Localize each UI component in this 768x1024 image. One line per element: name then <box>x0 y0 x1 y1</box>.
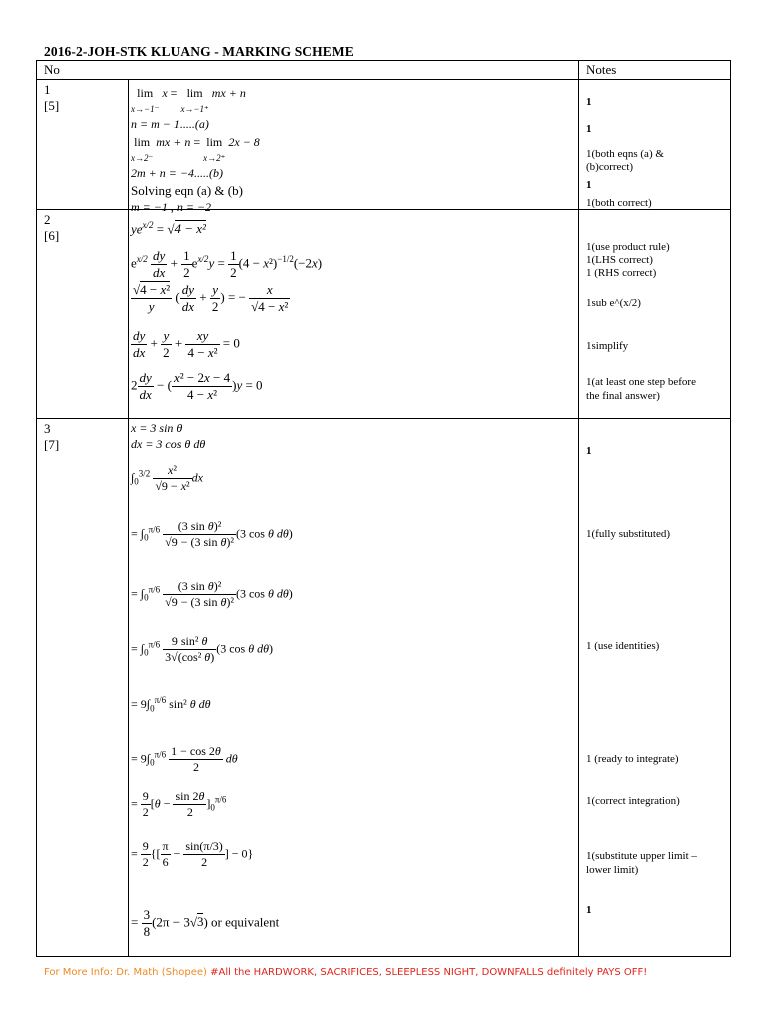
note-mark: 1(correct integration) <box>586 795 680 807</box>
question-number: 2 <box>44 212 51 227</box>
equation-line: x = 3 sin θ <box>131 421 183 435</box>
notes-cell <box>579 210 731 419</box>
equation-line: $ye^{x/2} = √4 - x^2$ <box>131 220 206 237</box>
equation-line: = $9\int_0^{\pi/6}$ sin² θ dθ <box>131 695 211 714</box>
note-mark: 1 <box>586 96 592 108</box>
column-header-no: No <box>37 61 579 80</box>
question-marks: [5] <box>44 98 60 113</box>
note-mark: 1(substitute upper limit – <box>586 850 697 862</box>
column-header-notes: Notes <box>579 61 731 80</box>
note-mark: 1 <box>586 123 592 135</box>
question-row-2 <box>37 210 731 419</box>
equation-line: = $\int_0^{\pi/6}$ $\frac{\text{(3 sin θ)²}}{\text{√9 − (3 sin θ)²}}$ (3 cos θ dθ) <box>131 519 293 549</box>
equation-line: = $\int_0^{\pi/6}$ $\frac{\text{9 sin² θ}}{\text{3√(cos² θ)}}$ (3 cos θ dθ) <box>131 634 273 664</box>
limit-equation-line: lim x→2⁻ mx + n = lim x→2⁺ 2x − 8 <box>131 135 260 163</box>
equation-line: = $\frac{9}{2}$ {[ $\frac{\pi}{6}$ − $\frac{\sin(\pi/3)}{2}$ ] − 0} <box>131 839 254 869</box>
note-mark: 1 (RHS correct) <box>586 267 657 279</box>
question-number: 3 <box>44 421 51 436</box>
question-row-3 <box>37 419 731 957</box>
note-mark: 1(LHS correct) <box>586 254 653 266</box>
document-title: 2016-2-JOH-STK KLUANG - MARKING SCHEME <box>44 44 354 59</box>
solution-line: m = −1 , n = −2 <box>131 200 212 214</box>
solving-text: Solving eqn (a) & (b) <box>131 183 243 198</box>
equation-line: $\frac{\text{√4 − x²}}{y}$ ( $\frac{dy}{dx}$ + $\frac{y}{2}$ ) = − $\frac{x}{\text{√4 − x²}}$ <box>133 282 289 314</box>
equation-b-line: 2m + n = −4.....(b) <box>131 166 223 180</box>
note-mark: 1sub e^(x/2) <box>586 297 641 309</box>
question-number: 1 <box>44 82 51 97</box>
final-answer-line: = $\frac{3}{8}$ (2π − 3√3) or equivalent <box>131 907 280 939</box>
note-mark: (b)correct) <box>586 161 634 173</box>
equation-line: dx = 3 cos θ dθ <box>131 437 206 451</box>
working-cell <box>129 419 579 957</box>
note-mark: 1(use product rule) <box>586 241 670 253</box>
note-mark: 1 <box>586 179 592 191</box>
note-mark: the final answer) <box>586 390 660 402</box>
note-mark: 1(at least one step before <box>586 376 696 388</box>
note-mark: 1 (use identities) <box>586 640 660 652</box>
equation-line: $e^{x/2}$ $\frac{dy}{dx}$ + $\frac{1}{2}$ $e^{x/2}y$ = $\frac{1}{2}$ $(4 - x^2)^{-1/2}(-2x)$ <box>131 248 323 280</box>
equation-a-line: n = m − 1.....(a) <box>131 117 209 131</box>
note-mark: 1(both eqns (a) & <box>586 148 664 160</box>
working-cell <box>129 80 579 214</box>
footer-slogan-text: #All the HARDWORK, SACRIFICES, SLEEPLESS NIGHT, DOWNFALLS definitely PAYS OFF! <box>210 967 648 978</box>
marking-scheme-table <box>36 60 731 957</box>
notes-cell <box>579 419 731 957</box>
note-mark: 1 <box>586 904 592 916</box>
equation-line: $\int_0^{3/2}$ $\frac{\text{x²}}{\text{√9 − x²}}$ dx <box>131 463 203 493</box>
note-mark: 1 <box>586 445 592 457</box>
table-header-row <box>37 61 731 80</box>
note-mark: 1(both correct) <box>586 197 652 209</box>
limit-equation-line: lim x→−1⁻ x = lim x→−1⁺ mx + n <box>131 86 246 114</box>
question-row-1 <box>37 80 731 210</box>
footer-info-text: For More Info: Dr. Math (Shopee) <box>44 967 211 978</box>
question-number-cell <box>37 419 129 957</box>
question-number-cell <box>37 80 129 210</box>
notes-cell <box>579 80 731 210</box>
equation-line: 2 $\frac{dy}{dx}$ − ( $\frac{\text{x² − 2x − 4}}{\text{4 − x²}}$ )y = 0 <box>131 370 263 402</box>
equation-line: $\frac{dy}{dx}$ + $\frac{y}{2}$ + $\frac{xy}{\text{4 − x²}}$ = 0 <box>133 328 240 360</box>
note-mark: 1(fully substituted) <box>586 528 671 540</box>
working-cell <box>129 210 579 419</box>
note-mark: lower limit) <box>586 864 639 876</box>
question-number-cell <box>37 210 129 419</box>
equation-line: = $9\int_0^{\pi/6}$ $\frac{1 - \cos 2\theta}{2}$ dθ <box>131 744 238 774</box>
note-mark: 1 (ready to integrate) <box>586 753 679 765</box>
note-mark: 1simplify <box>586 340 629 352</box>
footer-banner <box>44 967 647 978</box>
question-marks: [6] <box>44 228 60 243</box>
equation-line: = $\frac{9}{2}$ [θ − $\frac{\sin 2\theta}{2}$ ]$_0^{\pi/6}$ <box>131 789 227 819</box>
equation-line: = $\int_0^{\pi/6}$ $\frac{\text{(3 sin θ)²}}{\text{√9 − (3 sin θ)²}}$ (3 cos θ dθ) <box>131 579 293 609</box>
question-marks: [7] <box>44 437 60 452</box>
